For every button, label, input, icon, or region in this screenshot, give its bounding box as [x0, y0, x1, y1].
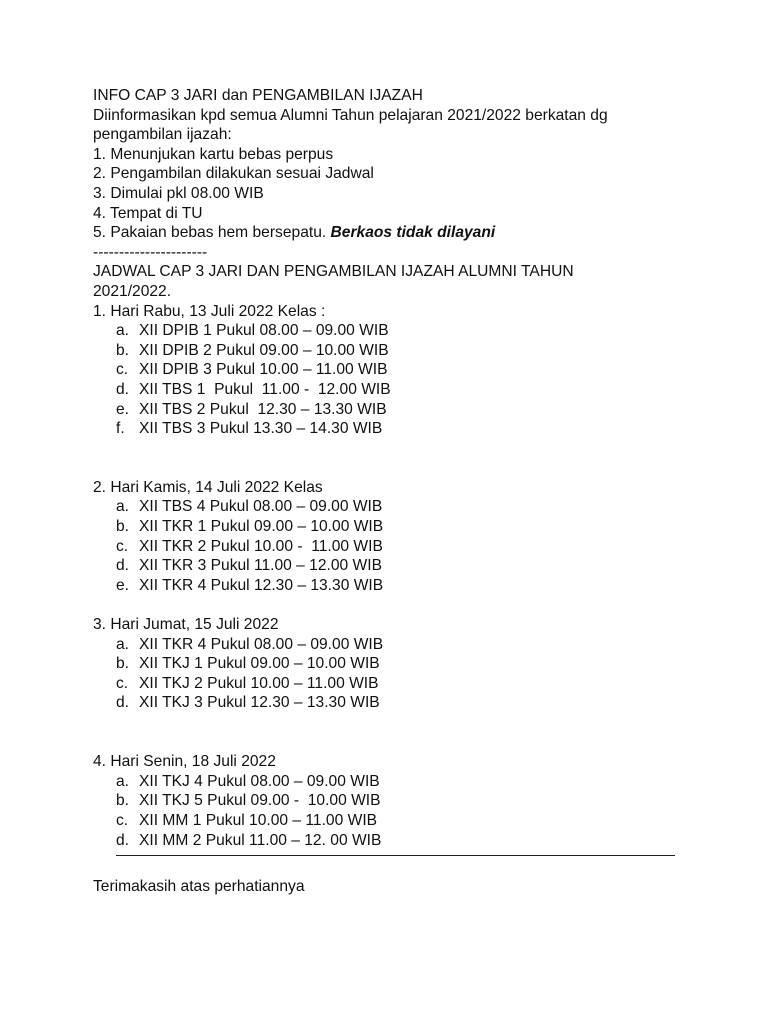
schedule-item: [93, 772, 693, 792]
schedule-item: [93, 674, 693, 694]
closing-text: Terimakasih atas perhatiannya: [93, 878, 305, 895]
item-text: XII DPIB 1 Pukul 08.00 – 09.00 WIB: [139, 322, 389, 340]
document-body: [93, 86, 693, 850]
schedule-item: [93, 341, 693, 361]
item-letter: d.: [116, 831, 130, 849]
schedule-item: [93, 635, 693, 655]
rule-item-1: 1. Menunjukan kartu bebas perpus: [93, 145, 334, 163]
rule-item-2: 2. Pengambilan dilakukan sesuai Jadwal: [93, 165, 374, 183]
schedule-item: [93, 693, 693, 713]
schedule-item: [93, 497, 693, 517]
item-text: XII TKJ 1 Pukul 09.00 – 10.00 WIB: [139, 655, 380, 673]
item-text: XII TBS 2 Pukul 12.30 – 13.30 WIB: [139, 400, 387, 418]
intro-text-line-2: pengambilan ijazah:: [93, 126, 232, 144]
item-letter: c.: [116, 537, 129, 555]
item-letter: f.: [116, 420, 125, 438]
item-letter: c.: [116, 811, 129, 829]
item-text: XII TKR 2 Pukul 10.00 - 11.00 WIB: [139, 537, 383, 555]
item-letter: a.: [116, 772, 130, 790]
item-letter: e.: [116, 400, 130, 418]
item-letter: d.: [116, 557, 130, 575]
schedule-item: [93, 811, 693, 831]
item-text: XII TKJ 5 Pukul 09.00 - 10.00 WIB: [139, 792, 381, 810]
item-letter: e.: [116, 576, 130, 594]
spacer: [93, 439, 693, 478]
horizontal-rule: [116, 855, 675, 856]
separator-line: ----------------------: [93, 243, 208, 261]
item-letter: d.: [116, 694, 130, 712]
day-heading-1: 1. Hari Rabu, 13 Juli 2022 Kelas :: [93, 302, 326, 320]
spacer: [93, 595, 693, 615]
item-text: XII TKR 4 Pukul 08.00 – 09.00 WIB: [139, 635, 384, 653]
schedule-item: [93, 360, 693, 380]
intro-text-line-1: Diinformasikan kpd semua Alumni Tahun pelajaran 2021/2022 berkatan dg: [93, 106, 608, 124]
day-heading-4: 4. Hari Senin, 18 Juli 2022: [93, 753, 276, 771]
rule-item-5: [93, 223, 693, 243]
schedule-item: [93, 831, 693, 851]
rule-item-4: 4. Tempat di TU: [93, 204, 203, 222]
day-heading-2: 2. Hari Kamis, 14 Juli 2022 Kelas: [93, 478, 323, 496]
item-text: XII TBS 3 Pukul 13.30 – 14.30 WIB: [139, 420, 383, 438]
item-text: XII TBS 4 Pukul 08.00 – 09.00 WIB: [139, 498, 383, 516]
document-title: INFO CAP 3 JARI dan PENGAMBILAN IJAZAH: [93, 87, 423, 104]
spacer: [93, 713, 693, 752]
item-text: XII TKJ 4 Pukul 08.00 – 09.00 WIB: [139, 772, 380, 790]
item-letter: a.: [116, 322, 130, 340]
item-letter: b.: [116, 518, 130, 536]
item-text: XII TKJ 3 Pukul 12.30 – 13.30 WIB: [139, 694, 380, 712]
item-text: XII MM 1 Pukul 10.00 – 11.00 WIB: [139, 811, 378, 829]
item-letter: a.: [116, 498, 130, 516]
item-letter: b.: [116, 792, 130, 810]
item-text: XII DPIB 3 Pukul 10.00 – 11.00 WIB: [139, 361, 388, 379]
item-text: XII TKR 1 Pukul 09.00 – 10.00 WIB: [139, 518, 384, 536]
item-letter: c.: [116, 361, 129, 379]
schedule-item: [93, 419, 693, 439]
item-letter: b.: [116, 341, 130, 359]
rule-item-5-text: 5. Pakaian bebas hem bersepatu.: [93, 224, 331, 242]
schedule-item: [93, 654, 693, 674]
schedule-title-line-1: JADWAL CAP 3 JARI DAN PENGAMBILAN IJAZAH ALUMNI TAHUN: [93, 263, 574, 281]
schedule-title-line-2: 2021/2022.: [93, 282, 172, 300]
item-letter: d.: [116, 380, 130, 398]
schedule-item: [93, 791, 693, 811]
schedule-item: [93, 321, 693, 341]
item-text: XII TKJ 2 Pukul 10.00 – 11.00 WIB: [139, 674, 379, 692]
rule-item-3: 3. Dimulai pkl 08.00 WIB: [93, 184, 264, 202]
item-text: XII TKR 3 Pukul 11.00 – 12.00 WIB: [139, 557, 382, 575]
item-text: XII DPIB 2 Pukul 09.00 – 10.00 WIB: [139, 341, 389, 359]
schedule-item: [93, 400, 693, 420]
schedule-item: [93, 556, 693, 576]
item-text: XII MM 2 Pukul 11.00 – 12. 00 WIB: [139, 831, 382, 849]
rule-item-5-emphasis: Berkaos tidak dilayani: [330, 224, 496, 242]
schedule-item: [93, 537, 693, 557]
item-letter: a.: [116, 635, 130, 653]
day-heading-3: 3. Hari Jumat, 15 Juli 2022: [93, 616, 279, 634]
item-letter: c.: [116, 674, 129, 692]
schedule-item: [93, 517, 693, 537]
schedule-item: [93, 576, 693, 596]
item-text: XII TBS 1 Pukul 11.00 - 12.00 WIB: [139, 380, 391, 398]
item-letter: b.: [116, 655, 130, 673]
schedule-item: [93, 380, 693, 400]
item-text: XII TKR 4 Pukul 12.30 – 13.30 WIB: [139, 576, 384, 594]
